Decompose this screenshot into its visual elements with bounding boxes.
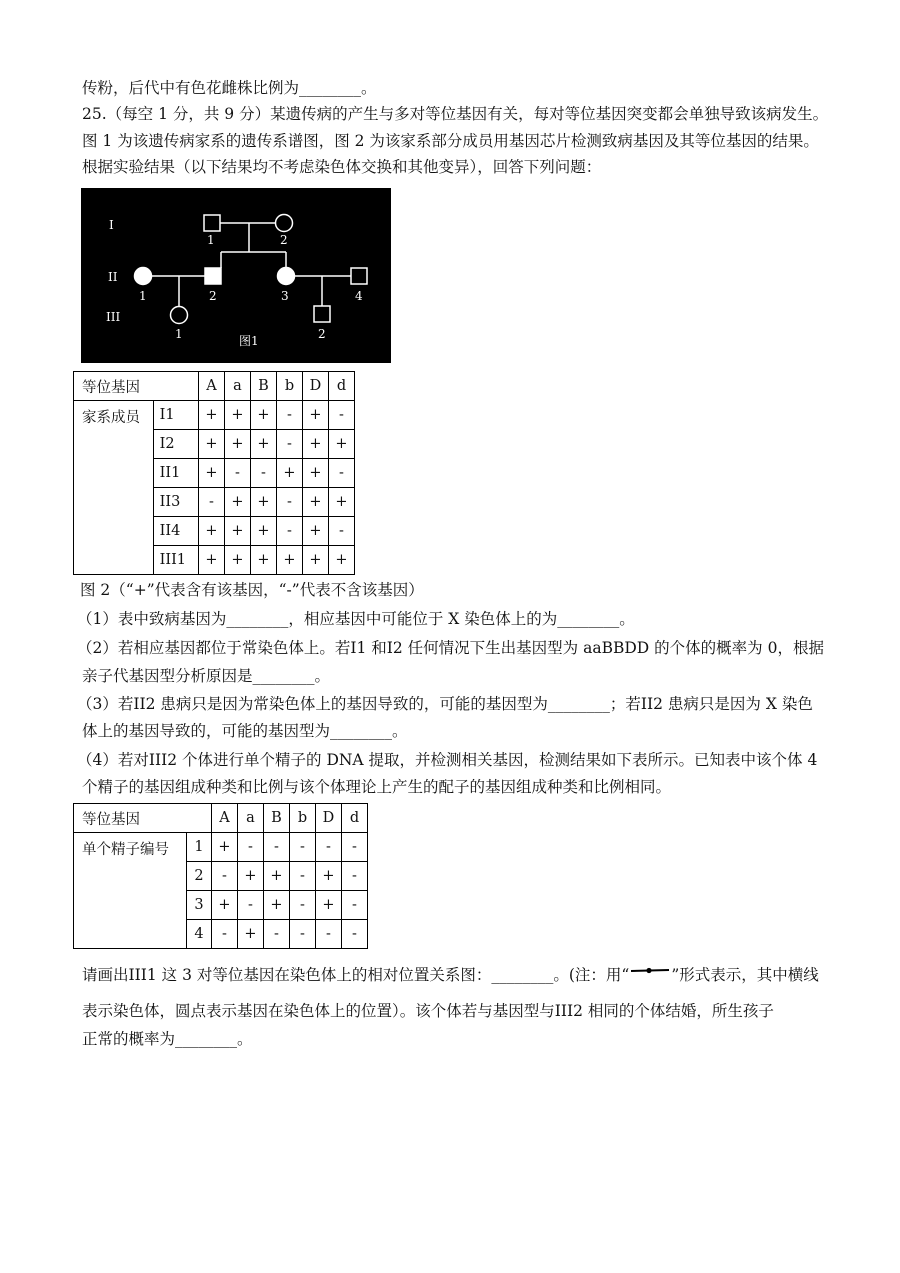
- question-3-line1: （3）若II2 患病只是因为常染色体上的基因导致的，可能的基因型为________；若II2 患病只是因为 X 染色: [77, 695, 813, 713]
- table1-member: III1: [153, 546, 198, 575]
- table2-cell: -: [342, 833, 368, 862]
- table1-cell: -: [277, 430, 303, 459]
- table2-num: 1: [187, 833, 212, 862]
- table1-cell: +: [225, 546, 251, 575]
- table1-allele: a: [225, 372, 251, 401]
- table2-cell: -: [342, 891, 368, 920]
- table2-allele: b: [290, 804, 316, 833]
- table1-cell: +: [251, 430, 277, 459]
- table2-cell: +: [316, 862, 342, 891]
- table2-group-label: 单个精子编号: [74, 833, 187, 949]
- id-II1: 1: [139, 289, 147, 303]
- id-III2: 2: [318, 327, 326, 341]
- table1-header-row: [74, 372, 355, 401]
- id-III1: 1: [175, 327, 183, 341]
- table1-cell: +: [199, 459, 225, 488]
- id-II2: 2: [209, 289, 217, 303]
- table1-cell: +: [199, 546, 225, 575]
- table2-cell: -: [290, 862, 316, 891]
- table1-cell: +: [251, 517, 277, 546]
- table1-allele: b: [277, 372, 303, 401]
- table1-cell: +: [303, 430, 329, 459]
- table2-allele: A: [212, 804, 238, 833]
- table2-header-label: 等位基因: [74, 804, 212, 833]
- gen-label-III: III: [106, 310, 121, 324]
- table2-num: 3: [187, 891, 212, 920]
- table1-cell: +: [225, 488, 251, 517]
- table1-allele: d: [329, 372, 355, 401]
- table1-cell: +: [303, 517, 329, 546]
- question-5-pre: 请画出III1 这 3 对等位基因在染色体上的相对位置关系图：________。(注：用“: [82, 966, 630, 984]
- table1-cell: +: [303, 401, 329, 430]
- table2-cell: +: [316, 891, 342, 920]
- table1-cell: -: [277, 517, 303, 546]
- table2-cell: -: [290, 891, 316, 920]
- table1-cell: +: [199, 517, 225, 546]
- question-25-line3: 根据实验结果（以下结果均不考虑染色体交换和其他变异），回答下列问题：: [82, 158, 602, 176]
- table1-cell: +: [329, 546, 355, 575]
- question-1: （1）表中致病基因为________，相应基因中可能位于 X 染色体上的为________。: [77, 610, 635, 628]
- table1-cell: +: [303, 488, 329, 517]
- question-2-line2: 亲子代基因型分析原因是________。: [82, 667, 331, 685]
- line-0: 传粉，后代中有色花雌株比例为________。: [82, 79, 377, 97]
- pedigree-caption: 图1: [239, 334, 259, 348]
- id-II3: 3: [281, 289, 289, 303]
- table2-cell: +: [238, 862, 264, 891]
- pedigree-I1: [204, 215, 220, 231]
- question-4-line1: （4）若对III2 个体进行单个精子的 DNA 提取，并检测相关基因，检测结果如下表所示。已知表中该个体 4: [77, 751, 818, 769]
- table1-member: II3: [153, 488, 198, 517]
- gen-label-I: I: [109, 218, 114, 232]
- pedigree-II1: [135, 268, 152, 285]
- table1-cell: +: [225, 401, 251, 430]
- table2-cell: -: [238, 891, 264, 920]
- table1-cell: -: [199, 488, 225, 517]
- table2-cell: +: [238, 920, 264, 949]
- table2-cell: -: [290, 920, 316, 949]
- table2-num: 2: [187, 862, 212, 891]
- table1-cell: -: [225, 459, 251, 488]
- table2-cell: +: [212, 891, 238, 920]
- table1-cell: +: [225, 517, 251, 546]
- table-family-genes: [73, 371, 355, 575]
- table2-cell: +: [264, 862, 290, 891]
- table1-member: II4: [153, 517, 198, 546]
- table2-cell: -: [212, 862, 238, 891]
- gen-label-II: II: [108, 270, 118, 284]
- figure2-caption: 图 2（“+”代表含有该基因，“-”代表不含该基因）: [80, 581, 424, 599]
- table2-cell: -: [342, 862, 368, 891]
- table2-cell: -: [264, 920, 290, 949]
- table1-cell: +: [199, 401, 225, 430]
- table2-cell: -: [212, 920, 238, 949]
- table1-cell: +: [277, 459, 303, 488]
- pedigree-II2: [205, 268, 221, 284]
- question-4-line2: 个精子的基因组成种类和比例与该个体理论上产生的配子的基因组成种类和比例相同。: [82, 778, 672, 796]
- table2-cell: -: [264, 833, 290, 862]
- table2-cell: -: [238, 833, 264, 862]
- table1-allele: B: [251, 372, 277, 401]
- table2-header-row: [74, 804, 368, 833]
- pedigree-figure: [81, 188, 391, 363]
- table2-allele: D: [316, 804, 342, 833]
- table2-cell: -: [316, 920, 342, 949]
- question-5-line3: 正常的概率为________。: [82, 1030, 253, 1048]
- table1-cell: +: [225, 430, 251, 459]
- table1-cell: -: [329, 517, 355, 546]
- table1-cell: +: [303, 459, 329, 488]
- table1-cell: -: [277, 488, 303, 517]
- table1-member: I1: [153, 401, 198, 430]
- table1-cell: -: [329, 459, 355, 488]
- pedigree-III2: [314, 306, 330, 322]
- table1-cell: +: [199, 430, 225, 459]
- table-row: [74, 401, 355, 430]
- table2-allele: B: [264, 804, 290, 833]
- table1-cell: +: [329, 430, 355, 459]
- table1-cell: +: [303, 546, 329, 575]
- table1-cell: -: [251, 459, 277, 488]
- table1-cell: +: [251, 401, 277, 430]
- question-3-line2: 体上的基因导致的，可能的基因型为________。: [82, 722, 408, 740]
- table1-group-label: 家系成员: [74, 401, 154, 575]
- table2-cell: +: [212, 833, 238, 862]
- table1-cell: +: [251, 546, 277, 575]
- id-I2: 2: [280, 233, 288, 247]
- question-25-line2: 图 1 为该遗传病家系的遗传系谱图，图 2 为该家系部分成员用基因芯片检测致病基因及其等位基因的结果。: [82, 132, 819, 150]
- table2-cell: -: [316, 833, 342, 862]
- table1-header-label: 等位基因: [74, 372, 199, 401]
- table1-member: I2: [153, 430, 198, 459]
- table2-allele: d: [342, 804, 368, 833]
- id-I1: 1: [207, 233, 215, 247]
- question-5-post: ”形式表示，其中横线: [671, 966, 819, 984]
- table1-member: II1: [153, 459, 198, 488]
- pedigree-II4: [351, 268, 367, 284]
- table2-cell: +: [264, 891, 290, 920]
- question-25-intro: 25.（每空 1 分，共 9 分）某遗传病的产生与多对等位基因有关，每对等位基因突变都会单独导致该病发生。: [82, 105, 829, 123]
- table1-cell: +: [277, 546, 303, 575]
- table2-cell: -: [290, 833, 316, 862]
- chromosome-symbol-icon: [629, 965, 671, 985]
- pedigree-III1: [171, 307, 188, 324]
- table1-cell: +: [251, 488, 277, 517]
- id-II4: 4: [355, 289, 363, 303]
- table1-cell: -: [329, 401, 355, 430]
- table2-cell: -: [342, 920, 368, 949]
- table2-num: 4: [187, 920, 212, 949]
- question-5-line2: 表示染色体，圆点表示基因在染色体上的位置）。该个体若与基因型与III2 相同的个体结婚，所生孩子: [82, 1002, 774, 1020]
- question-2-line1: （2）若相应基因都位于常染色体上。若I1 和I2 任何情况下生出基因型为 aaBBDD 的个体的概率为 0，根据: [77, 639, 824, 657]
- table-row: [74, 833, 368, 862]
- table1-allele: D: [303, 372, 329, 401]
- table2-allele: a: [238, 804, 264, 833]
- pedigree-I2: [276, 215, 293, 232]
- table1-cell: +: [329, 488, 355, 517]
- question-5-line1: [82, 965, 819, 985]
- table1-cell: -: [277, 401, 303, 430]
- pedigree-II3: [278, 268, 295, 285]
- table-sperm-genes: [73, 803, 368, 949]
- table1-allele: A: [199, 372, 225, 401]
